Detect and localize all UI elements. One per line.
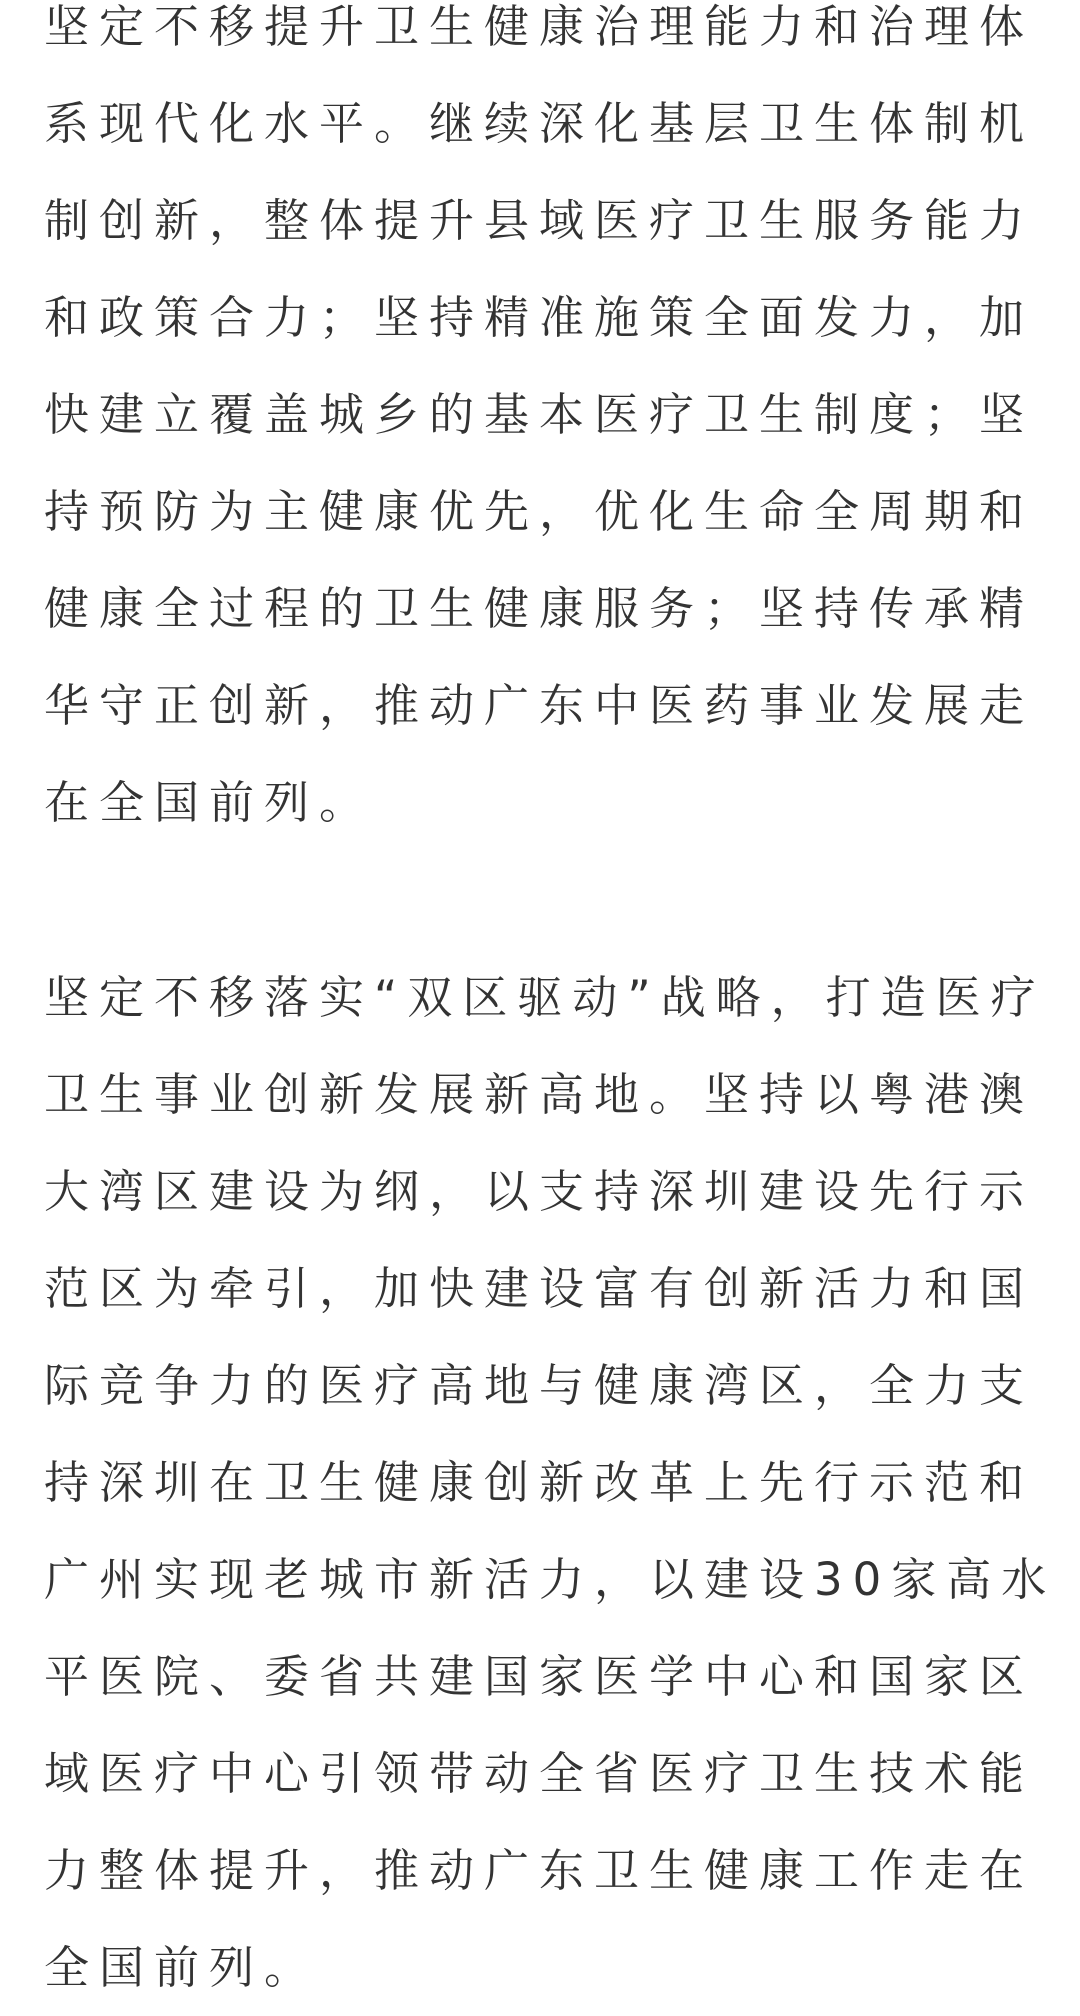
- paragraph-line: 范区为牵引，加快建设富有创新活力和国: [44, 1262, 1035, 1315]
- paragraph-dual-zone-strategy: [44, 949, 1057, 2016]
- paragraph-line: 坚定不移落实“双区驱动”战略，打造医疗: [44, 971, 1046, 1024]
- paragraph-line: 和政策合力；坚持精准施策全面发力，加: [44, 291, 1035, 344]
- paragraph-line: 力整体提升，推动广东卫生健康工作走在: [44, 1844, 1035, 1897]
- article-body: [44, 0, 1057, 2016]
- paragraph-health-governance: [44, 0, 1035, 851]
- paragraph-line: 平医院、委省共建国家医学中心和国家区: [44, 1650, 1035, 1703]
- paragraph-line: 在全国前列。: [44, 776, 375, 829]
- paragraph-line: 健康全过程的卫生健康服务；坚持传承精: [44, 582, 1035, 635]
- paragraph-line: 广州实现老城市新活力，以建设30家高水: [44, 1553, 1057, 1606]
- paragraph-line: 华守正创新，推动广东中医药事业发展走: [44, 679, 1035, 732]
- paragraph-line: 大湾区建设为纲，以支持深圳建设先行示: [44, 1165, 1035, 1218]
- paragraph-line: 际竞争力的医疗高地与健康湾区，全力支: [44, 1359, 1035, 1412]
- paragraph-line: 坚定不移提升卫生健康治理能力和治理体: [44, 0, 1035, 53]
- paragraph-line: 系现代化水平。继续深化基层卫生体制机: [44, 97, 1035, 150]
- paragraph-line: 快建立覆盖城乡的基本医疗卫生制度；坚: [44, 388, 1035, 441]
- paragraph-line: 卫生事业创新发展新高地。坚持以粤港澳: [44, 1068, 1035, 1121]
- paragraph-line: 持深圳在卫生健康创新改革上先行示范和: [44, 1456, 1035, 1509]
- paragraph-line: 全国前列。: [44, 1941, 320, 1994]
- paragraph-line: 持预防为主健康优先，优化生命全周期和: [44, 485, 1035, 538]
- paragraph-line: 制创新，整体提升县域医疗卫生服务能力: [44, 194, 1035, 247]
- paragraph-line: 域医疗中心引领带动全省医疗卫生技术能: [44, 1747, 1035, 1800]
